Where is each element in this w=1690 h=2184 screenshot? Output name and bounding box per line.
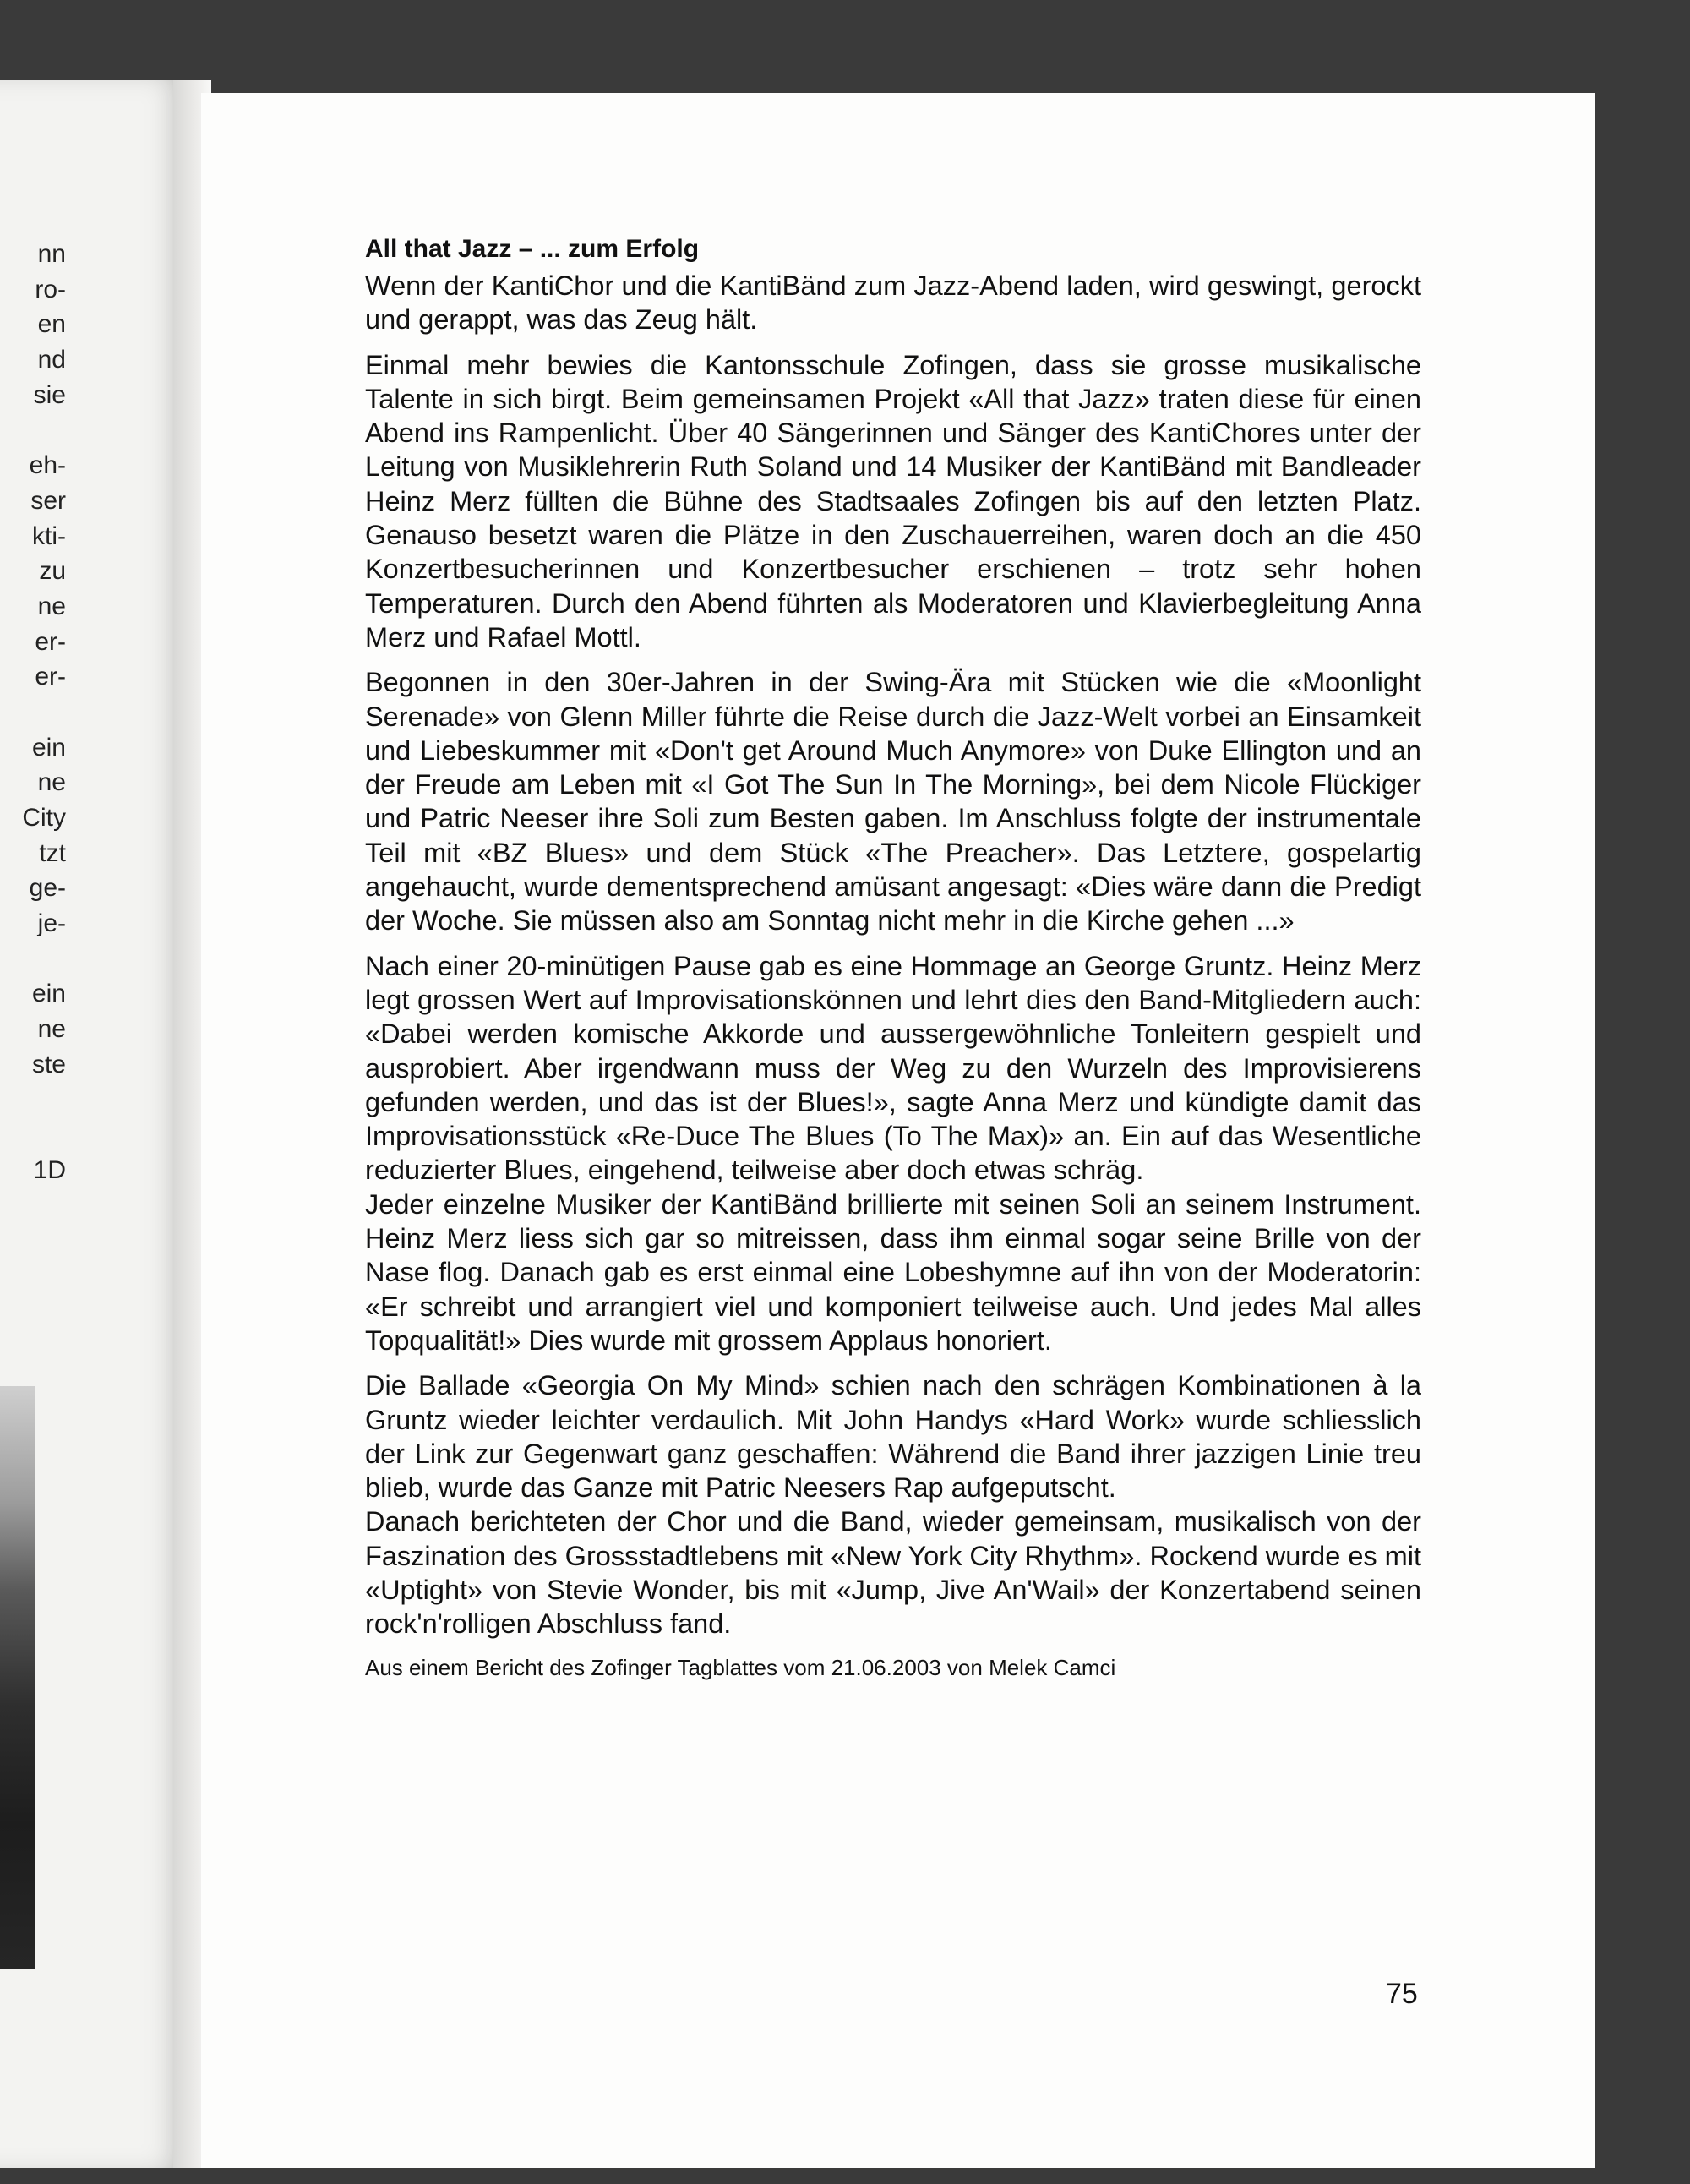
article-paragraph: Die Ballade «Georgia On My Mind» schien nach den schrägen Kombinationen à la Gruntz wieder leichter verdaulich. Mit John Handys «Hard Work» wurde schliesslich der Link zur Gegenwart ganz geschaffen: Während die Band ihrer jazzigen Linie treu blieb, wurde das Ganze mit Patric Neesers Rap aufgeputscht. [365, 1370, 1421, 1504]
left-fragment: tzt [39, 838, 66, 867]
left-fragment: ne [37, 768, 66, 797]
left-fragment [0, 1117, 66, 1153]
left-fragment: 1D [33, 1155, 66, 1184]
article-paragraph: Begonnen in den 30er-Jahren in der Swing-Ära mit Stücken wie die «Moonlight Serenade» von Glenn Miller führte die Reise durch die Jazz-Welt vorbei an Einsamkeit und Liebeskummer mit «Don't get Around Much Anymore» von Duke Ellington und an der Freude am Leben mit «I Got The Sun In The Morning», bei dem Nicole Flückiger und Patric Neeser ihre Soli zum Besten gaben. Im Anschluss folgte der instrumentale Teil mit «BZ Blues» und dem Stück «The Preacher». Das Letztere, gospelartig angehaucht, wurde dementsprechend amüsant angesagt: «Dies wäre dann die Predigt der Woche. Sie müssen also am Sonntag nicht mehr in die Kirche gehen ...» [365, 667, 1421, 936]
left-page-photo [0, 1386, 35, 1969]
left-fragment: nd [37, 346, 66, 374]
left-fragment: en [37, 310, 66, 339]
article-paragraph: Jeder einzelne Musiker der KantiBänd brillierte mit seinen Soli an seinem Instrument. Heinz Merz liess sich gar so mitreissen, dass ihm einmal sogar seine Brille von der Nase flog. Danach gab es erst einmal eine Lobeshymne auf ihn von der Moderatorin: «Er schreibt und arrangiert viel und komponiert teilweise auch. Und jedes Mal alles Topqualität!» Dies wurde mit grossem Applaus honoriert. [365, 1188, 1421, 1356]
page-number: 75 [1386, 1978, 1418, 2010]
left-fragment: ser [30, 486, 66, 515]
article-title: All that Jazz – ... zum Erfolg [365, 235, 700, 263]
left-fragment: er- [35, 627, 66, 656]
left-fragment: sie [33, 380, 66, 409]
article-source: Aus einem Bericht des Zofinger Tagblattes vom 21.06.2003 von Melek Camci [365, 1654, 1116, 1680]
left-fragment: ro- [35, 275, 66, 303]
left-page-text-fragments [0, 237, 66, 1188]
left-fragment [0, 942, 66, 977]
left-fragment: nn [37, 240, 66, 268]
left-fragment [0, 412, 66, 448]
article-paragraph: Nach einer 20-minütigen Pause gab es eine Hommage an George Gruntz. Heinz Merz legt grossen Wert auf Improvisationskönnen und lehrt dies den Band-Mitgliedern auch: «Dabei werden komische Akkorde und aussergewöhnliche Tonleitern gespielt und ausprobiert. Aber irgendwann muss der Weg zu den Wurzeln des Improvisierens gefunden werden, und das ist der Blues!», sagte Anna Merz und kündigte damit das Improvisationsstück «Re-Duce The Blues (To The Max)» an. Ein auf das Wesentliche reduzierter Blues, eingehend, teilweise aber doch etwas schräg. [365, 950, 1421, 1186]
left-fragment [0, 1083, 66, 1118]
left-fragment [0, 695, 66, 730]
left-fragment: zu [39, 557, 66, 586]
left-fragment: ge- [29, 874, 66, 903]
left-fragment: eh- [29, 451, 66, 480]
left-fragment: ne [37, 592, 66, 620]
left-fragment: ste [31, 1050, 66, 1078]
article-paragraph: Einmal mehr bewies die Kantonsschule Zofingen, dass sie grosse musikalische Talente in sich birgt. Beim gemeinsamen Projekt «All that Jazz» traten diese für einen Abend ins Rampenlicht. Über 40 Sängerinnen und Sänger des KantiChores unter der Leitung von Musiklehrerin Ruth Soland und 14 Musiker der KantiBänd mit Bandleader Heinz Merz füllten die Bühne des Stadtsaales Zofingen bis auf den letzten Platz. Genauso besetzt waren die Plätze in den Zuschauerreihen, waren doch an die 450 Konzertbesucherinnen und Konzertbesucher erschienen – trotz sehr hohen Temperaturen. Durch den Abend führten als Moderatoren und Klavierbegleitung Anna Merz und Rafael Mottl. [365, 349, 1421, 652]
left-fragment: er- [35, 663, 66, 691]
left-page [0, 80, 190, 2168]
left-fragment: kti- [32, 521, 66, 550]
left-fragment: ein [31, 980, 66, 1008]
left-fragment: ne [37, 1015, 66, 1044]
left-fragment: ein [31, 733, 66, 762]
left-fragment: je- [37, 909, 66, 938]
article-paragraph: Danach berichteten der Chor und die Band, wieder gemeinsam, musikalisch von der Faszination des Grossstadtlebens mit «New York City Rhythm». Rockend wurde es mit «Uptight» von Stevie Wonder, bis mit «Jump, Jive An'Wail» der Konzertabend seinen rock'n'rolligen Abschluss fand. [365, 1506, 1421, 1640]
left-fragment: City [22, 804, 66, 832]
article [365, 232, 1421, 1683]
article-paragraph: Wenn der KantiChor und die KantiBänd zum Jazz-Abend laden, wird geswingt, gerockt und gerappt, was das Zeug hält. [365, 270, 1421, 336]
